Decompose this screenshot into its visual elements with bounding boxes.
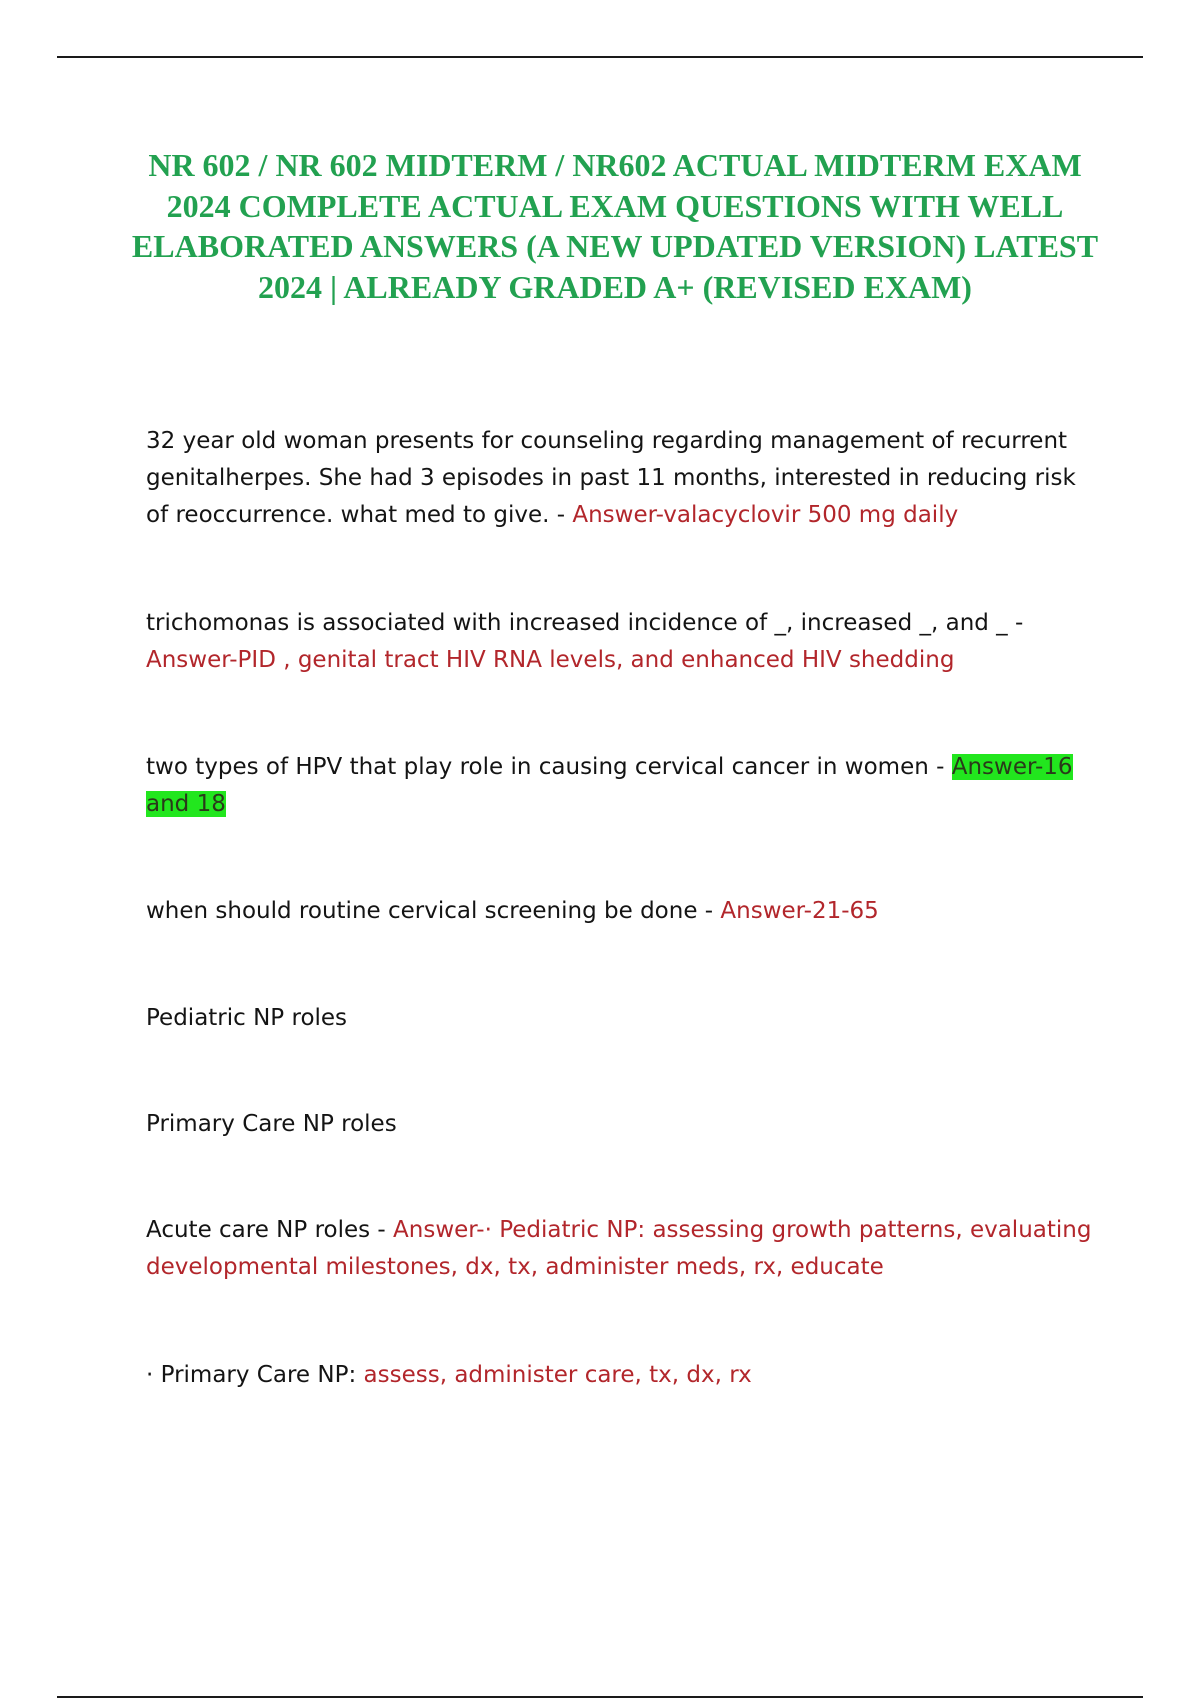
- answer-text: Answer-21-65: [720, 898, 879, 924]
- qa-item: [146, 1212, 1096, 1286]
- question-text: Primary Care NP roles: [146, 1111, 397, 1137]
- answer-text: Answer-PID , genital tract HIV RNA levels, and enhanced HIV shedding: [146, 647, 955, 673]
- bottom-rule: [57, 1696, 1143, 1698]
- question-text: when should routine cervical screening be done -: [146, 898, 721, 924]
- answer-text: Answer-· Pediatric NP: assessing growth patterns, evaluating developmental milestones, dx, tx, administer meds, rx, educate: [146, 1217, 1092, 1280]
- qa-item: [146, 1357, 1096, 1394]
- answer-text: Answer-valacyclovir 500 mg daily: [572, 502, 959, 528]
- question-text: trichomonas is associated with increased incidence of _, increased _, and _ -: [146, 610, 1024, 636]
- qa-item: [146, 749, 1096, 823]
- qa-item: [146, 893, 1096, 930]
- question-text: Pediatric NP roles: [146, 1005, 348, 1031]
- question-text: · Primary Care NP:: [146, 1362, 364, 1388]
- answer-text: assess, administer care, tx, dx, rx: [363, 1362, 752, 1388]
- qa-item: [146, 1000, 1096, 1037]
- document-title: NR 602 / NR 602 MIDTERM / NR602 ACTUAL MIDTERM EXAM 2024 COMPLETE ACTUAL EXAM QUESTIONS WITH WELL ELABORATED ANSWERS (A NEW UPDATED VERSION) LATEST 2024 | ALREADY GRADED A+ (REVISED EXAM): [131, 147, 1099, 305]
- top-rule: [57, 56, 1143, 58]
- qa-item: [146, 423, 1096, 534]
- question-text: Acute care NP roles -: [146, 1217, 394, 1243]
- question-text: 32 year old woman presents for counseling regarding management of recurrent genitalherpes. She had 3 episodes in past 11 months, interested in reducing risk of reoccurrence. what med to give. -: [146, 428, 1076, 528]
- qa-item: [146, 1106, 1096, 1143]
- qa-item: [146, 605, 1096, 679]
- highlighted-answer-text: Answer-16 and 18: [146, 754, 1073, 817]
- question-text: two types of HPV that play role in causing cervical cancer in women -: [146, 754, 952, 780]
